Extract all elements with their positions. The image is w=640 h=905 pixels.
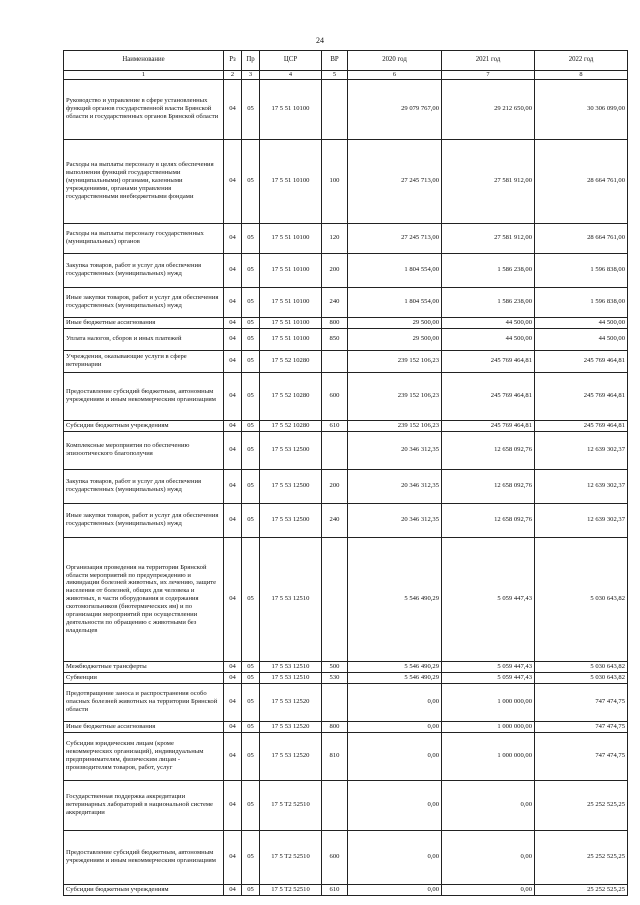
cell-rz: 04 (224, 830, 242, 884)
cell-y2020: 0,00 (348, 884, 442, 895)
cell-pr: 05 (242, 372, 260, 420)
cell-csr: 17 5 53 12500 (260, 469, 322, 503)
table-row (64, 79, 628, 139)
table-row (64, 139, 628, 223)
cell-y2021: 0,00 (442, 780, 535, 830)
cell-y2022: 245 769 464,81 (535, 420, 628, 431)
cell-csr: 17 5 53 12510 (260, 661, 322, 672)
cell-pr: 05 (242, 253, 260, 287)
cell-y2021: 1 000 000,00 (442, 732, 535, 780)
cell-y2020: 5 546 490,29 (348, 661, 442, 672)
header-2022: 2022 год (535, 51, 628, 71)
cell-csr: 17 5 T2 52510 (260, 884, 322, 895)
cell-y2022: 747 474,75 (535, 683, 628, 721)
cell-pr: 05 (242, 537, 260, 661)
cell-y2021: 5 059 447,43 (442, 537, 535, 661)
cell-rz: 04 (224, 350, 242, 372)
cell-name: Предотвращение заноса и распространения особо опасных болезней животных на территории Брянской области (64, 683, 224, 721)
table-row (64, 683, 628, 721)
cell-name: Учреждения, оказывающие услуги в сфере ветеринарии (64, 350, 224, 372)
cell-y2022: 30 306 099,00 (535, 79, 628, 139)
cell-y2021: 44 500,00 (442, 328, 535, 350)
table-row (64, 672, 628, 683)
cell-y2020: 5 546 490,29 (348, 672, 442, 683)
cell-rz: 04 (224, 253, 242, 287)
cell-csr: 17 5 52 10280 (260, 350, 322, 372)
cell-name: Государственная поддержка аккредитации ветеринарных лабораторий в национальной системе аккредитации (64, 780, 224, 830)
cell-pr: 05 (242, 721, 260, 732)
cell-name: Субсидии бюджетным учреждениям (64, 420, 224, 431)
cell-y2022: 44 500,00 (535, 317, 628, 328)
cell-pr: 05 (242, 503, 260, 537)
header-csr: ЦСР (260, 51, 322, 71)
cell-y2022: 5 030 643,82 (535, 661, 628, 672)
cell-name: Иные закупки товаров, работ и услуг для обеспечения государственных (муниципальных) нужд (64, 503, 224, 537)
cell-csr: 17 5 53 12510 (260, 537, 322, 661)
cell-name: Субсидии юридическим лицам (кроме некоммерческих организаций), индивидуальным предпринимателям, физическим лицам - производителям товаров, работ, услуг (64, 732, 224, 780)
table-row (64, 420, 628, 431)
cell-csr: 17 5 53 12520 (260, 721, 322, 732)
cell-rz: 04 (224, 223, 242, 253)
cell-rz: 04 (224, 372, 242, 420)
table-row (64, 253, 628, 287)
cell-y2020: 239 152 106,23 (348, 372, 442, 420)
cell-y2021: 1 586 238,00 (442, 287, 535, 317)
table-row (64, 317, 628, 328)
cell-y2021: 1 000 000,00 (442, 721, 535, 732)
cell-y2022: 5 030 643,82 (535, 672, 628, 683)
cell-y2021: 12 658 092,76 (442, 503, 535, 537)
cell-name: Предоставление субсидий бюджетным, автономным учреждениям и иным некоммерческим организациям (64, 372, 224, 420)
cell-name: Уплата налогов, сборов и иных платежей (64, 328, 224, 350)
header-pr: Пр (242, 51, 260, 71)
table-row (64, 372, 628, 420)
page-number: 24 (316, 36, 324, 45)
cell-y2022: 25 252 525,25 (535, 830, 628, 884)
cell-y2021: 1 000 000,00 (442, 683, 535, 721)
cell-y2022: 747 474,75 (535, 732, 628, 780)
cell-y2022: 12 639 302,37 (535, 503, 628, 537)
table-row (64, 469, 628, 503)
header-2020: 2020 год (348, 51, 442, 71)
cell-rz: 04 (224, 683, 242, 721)
cell-vr: 240 (322, 503, 348, 537)
cell-csr: 17 5 53 12500 (260, 503, 322, 537)
cell-y2020: 0,00 (348, 830, 442, 884)
cell-y2022: 44 500,00 (535, 328, 628, 350)
column-number: 7 (442, 71, 535, 80)
cell-vr: 610 (322, 884, 348, 895)
cell-pr: 05 (242, 139, 260, 223)
cell-vr (322, 683, 348, 721)
cell-csr: 17 5 T2 52510 (260, 830, 322, 884)
cell-rz: 04 (224, 780, 242, 830)
cell-rz: 04 (224, 469, 242, 503)
cell-vr: 200 (322, 253, 348, 287)
column-numbers-row (64, 71, 628, 80)
cell-pr: 05 (242, 223, 260, 253)
cell-y2022: 25 252 525,25 (535, 780, 628, 830)
cell-vr (322, 431, 348, 469)
cell-vr: 600 (322, 372, 348, 420)
cell-pr: 05 (242, 672, 260, 683)
cell-rz: 04 (224, 672, 242, 683)
cell-pr: 05 (242, 431, 260, 469)
cell-rz: 04 (224, 139, 242, 223)
cell-pr: 05 (242, 317, 260, 328)
cell-y2021: 44 500,00 (442, 317, 535, 328)
cell-csr: 17 5 51 10100 (260, 328, 322, 350)
cell-pr: 05 (242, 683, 260, 721)
cell-y2021: 12 658 092,76 (442, 431, 535, 469)
cell-vr (322, 79, 348, 139)
table-row (64, 223, 628, 253)
cell-csr: 17 5 51 10100 (260, 287, 322, 317)
table-row (64, 780, 628, 830)
cell-pr: 05 (242, 884, 260, 895)
cell-y2022: 245 769 464,81 (535, 350, 628, 372)
cell-name: Комплексные мероприятия по обеспечению эпизоотического благополучия (64, 431, 224, 469)
table-row (64, 328, 628, 350)
header-rz: Рз (224, 51, 242, 71)
budget-table (63, 50, 628, 896)
cell-y2021: 5 059 447,43 (442, 672, 535, 683)
table-row (64, 503, 628, 537)
cell-y2022: 747 474,75 (535, 721, 628, 732)
cell-vr (322, 780, 348, 830)
cell-y2022: 28 664 761,00 (535, 139, 628, 223)
cell-rz: 04 (224, 328, 242, 350)
table-row (64, 721, 628, 732)
cell-y2021: 0,00 (442, 884, 535, 895)
cell-vr: 850 (322, 328, 348, 350)
cell-y2020: 29 500,00 (348, 328, 442, 350)
cell-y2020: 0,00 (348, 721, 442, 732)
cell-vr: 500 (322, 661, 348, 672)
cell-name: Субвенции (64, 672, 224, 683)
cell-csr: 17 5 51 10100 (260, 317, 322, 328)
cell-y2022: 5 030 643,82 (535, 537, 628, 661)
cell-rz: 04 (224, 884, 242, 895)
cell-y2020: 239 152 106,23 (348, 420, 442, 431)
cell-pr: 05 (242, 79, 260, 139)
cell-y2020: 27 245 713,00 (348, 139, 442, 223)
cell-name: Иные бюджетные ассигнования (64, 721, 224, 732)
cell-vr: 610 (322, 420, 348, 431)
cell-rz: 04 (224, 317, 242, 328)
table-row (64, 661, 628, 672)
cell-vr: 200 (322, 469, 348, 503)
cell-y2020: 20 346 312,35 (348, 503, 442, 537)
cell-y2021: 27 581 912,00 (442, 223, 535, 253)
cell-name: Предоставление субсидий бюджетным, автономным учреждениям и иным некоммерческим организациям (64, 830, 224, 884)
cell-vr: 600 (322, 830, 348, 884)
cell-name: Субсидии бюджетным учреждениям (64, 884, 224, 895)
cell-y2021: 29 212 650,00 (442, 79, 535, 139)
table-row (64, 537, 628, 661)
cell-rz: 04 (224, 503, 242, 537)
cell-y2022: 245 769 464,81 (535, 372, 628, 420)
cell-vr (322, 350, 348, 372)
cell-y2022: 1 596 838,00 (535, 287, 628, 317)
cell-y2020: 29 500,00 (348, 317, 442, 328)
header-vr: ВР (322, 51, 348, 71)
cell-name: Иные закупки товаров, работ и услуг для обеспечения государственных (муниципальных) нужд (64, 287, 224, 317)
cell-y2020: 239 152 106,23 (348, 350, 442, 372)
column-number: 8 (535, 71, 628, 80)
cell-name: Расходы на выплаты персоналу в целях обеспечения выполнения функций государственными (муниципальными) органами, казенными учреждениями, органами управления государственными внебюджетными фондами (64, 139, 224, 223)
cell-csr: 17 5 52 10280 (260, 372, 322, 420)
cell-vr: 800 (322, 721, 348, 732)
column-number: 3 (242, 71, 260, 80)
cell-pr: 05 (242, 732, 260, 780)
table-body (64, 79, 628, 895)
cell-csr: 17 5 51 10100 (260, 139, 322, 223)
cell-vr: 100 (322, 139, 348, 223)
cell-y2021: 27 581 912,00 (442, 139, 535, 223)
cell-vr: 800 (322, 317, 348, 328)
column-number: 1 (64, 71, 224, 80)
table-row (64, 431, 628, 469)
table-row (64, 350, 628, 372)
cell-csr: 17 5 T2 52510 (260, 780, 322, 830)
cell-y2020: 29 079 767,00 (348, 79, 442, 139)
cell-rz: 04 (224, 732, 242, 780)
cell-rz: 04 (224, 287, 242, 317)
cell-csr: 17 5 53 12500 (260, 431, 322, 469)
cell-csr: 17 5 53 12520 (260, 683, 322, 721)
cell-pr: 05 (242, 780, 260, 830)
cell-vr (322, 537, 348, 661)
cell-rz: 04 (224, 537, 242, 661)
cell-csr: 17 5 53 12510 (260, 672, 322, 683)
cell-vr: 810 (322, 732, 348, 780)
cell-csr: 17 5 53 12520 (260, 732, 322, 780)
cell-y2020: 5 546 490,29 (348, 537, 442, 661)
cell-rz: 04 (224, 721, 242, 732)
cell-pr: 05 (242, 287, 260, 317)
header-2021: 2021 год (442, 51, 535, 71)
cell-pr: 05 (242, 830, 260, 884)
table-row (64, 884, 628, 895)
table-row (64, 830, 628, 884)
cell-name: Закупка товаров, работ и услуг для обеспечения государственных (муниципальных) нужд (64, 253, 224, 287)
cell-vr: 120 (322, 223, 348, 253)
cell-pr: 05 (242, 350, 260, 372)
cell-y2020: 20 346 312,35 (348, 431, 442, 469)
cell-y2021: 5 059 447,43 (442, 661, 535, 672)
cell-y2022: 25 252 525,25 (535, 884, 628, 895)
cell-name: Межбюджетные трансферты (64, 661, 224, 672)
column-number: 5 (322, 71, 348, 80)
cell-rz: 04 (224, 420, 242, 431)
cell-y2021: 245 769 464,81 (442, 372, 535, 420)
cell-y2021: 245 769 464,81 (442, 350, 535, 372)
cell-pr: 05 (242, 420, 260, 431)
header-name: Наименование (64, 51, 224, 71)
cell-y2021: 1 586 238,00 (442, 253, 535, 287)
cell-y2022: 12 639 302,37 (535, 469, 628, 503)
cell-vr: 240 (322, 287, 348, 317)
cell-csr: 17 5 51 10100 (260, 79, 322, 139)
cell-name: Организация проведения на территории Брянской области мероприятий по предупреждению и ликвидации болезней животных, их лечению, защите населения от болезней, общих для человека и животных, в части оборудования и содержания скотомогильников (биотермических ям) и по организации мероприятий при осуществлении деятельности по обращению с животными без владельцев (64, 537, 224, 661)
column-number: 6 (348, 71, 442, 80)
cell-csr: 17 5 51 10100 (260, 223, 322, 253)
cell-y2021: 12 658 092,76 (442, 469, 535, 503)
cell-name: Закупка товаров, работ и услуг для обеспечения государственных (муниципальных) нужд (64, 469, 224, 503)
cell-y2022: 28 664 761,00 (535, 223, 628, 253)
cell-pr: 05 (242, 328, 260, 350)
cell-y2021: 245 769 464,81 (442, 420, 535, 431)
cell-rz: 04 (224, 79, 242, 139)
cell-pr: 05 (242, 469, 260, 503)
cell-csr: 17 5 51 10100 (260, 253, 322, 287)
cell-y2020: 1 804 554,00 (348, 253, 442, 287)
cell-y2022: 12 639 302,37 (535, 431, 628, 469)
cell-y2020: 0,00 (348, 732, 442, 780)
cell-y2021: 0,00 (442, 830, 535, 884)
table-row (64, 287, 628, 317)
cell-y2020: 27 245 713,00 (348, 223, 442, 253)
cell-name: Иные бюджетные ассигнования (64, 317, 224, 328)
cell-rz: 04 (224, 431, 242, 469)
cell-pr: 05 (242, 661, 260, 672)
cell-y2020: 20 346 312,35 (348, 469, 442, 503)
table-row (64, 732, 628, 780)
cell-vr: 530 (322, 672, 348, 683)
column-number: 4 (260, 71, 322, 80)
cell-rz: 04 (224, 661, 242, 672)
cell-y2022: 1 596 838,00 (535, 253, 628, 287)
cell-y2020: 0,00 (348, 780, 442, 830)
column-number: 2 (224, 71, 242, 80)
cell-name: Руководство и управление в сфере установленных функций органов государственной власти Брянской области и государственных органов Брянской области (64, 79, 224, 139)
cell-name: Расходы на выплаты персоналу государственных (муниципальных) органов (64, 223, 224, 253)
cell-csr: 17 5 52 10280 (260, 420, 322, 431)
table-header (64, 51, 628, 80)
cell-y2020: 1 804 554,00 (348, 287, 442, 317)
cell-y2020: 0,00 (348, 683, 442, 721)
